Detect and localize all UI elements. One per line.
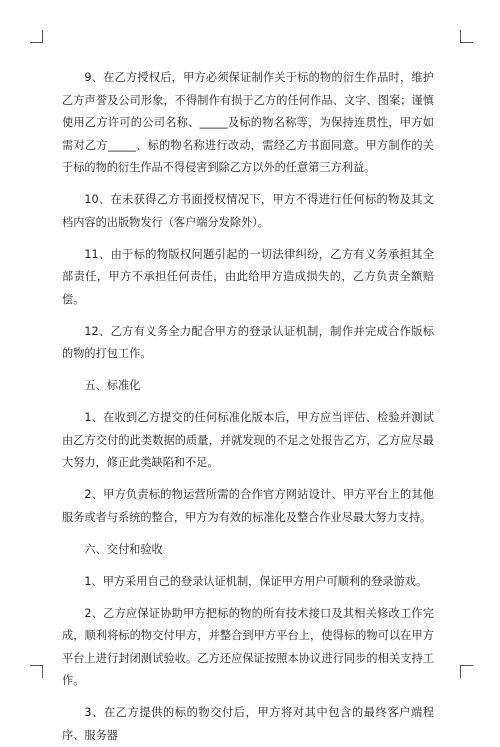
- clause-10: 10、在未获得乙方书面授权情况下，甲方不得进行任何标的物及其文档内容的出版物发行（客户端分发除外）。: [62, 193, 434, 229]
- section-heading-standardization: 五、标准化: [84, 379, 141, 392]
- standardization-clause-2: 2、甲方负责标的物运营所需的合作官方网站设计、甲方平台上的其他服务或者与系统的整合，甲方为有效的标准化及整合作业尽最大努力支持。: [62, 488, 434, 524]
- document-body: [62, 67, 434, 747]
- delivery-clause-3: 3、在乙方提供的标的物交付后，甲方将对其中包含的最终客户端程序、服务器: [62, 706, 434, 742]
- clause-12: 12、乙方有义务全力配合甲方的登录认证机制，制作并完成合作版标的物的打包工作。: [62, 324, 434, 360]
- section-heading-delivery: 六、交付和验收: [84, 542, 163, 556]
- crop-mark-top-right: [460, 30, 473, 43]
- clause-9: 9、在乙方授权后，甲方必须保证制作关于标的物的衍生作品时，维护乙方声誉及公司形象，不得制作有损于乙方的任何作品、文字、图案；谨慎使用乙方许可的公司名称、_____及标的物名称等，为保持连贯性，甲方如需对乙方_____、标的物名称进行改动，需经乙方书面同意。甲方制作的关于标的物的衍生作品不得侵害到除乙方以外的任意第三方利益。: [62, 71, 434, 174]
- standardization-clause-1: 1、在收到乙方提交的任何标准化版本后，甲方应当评估、检验并测试由乙方交付的此类数据的质量，并就发现的不足之处报告乙方，乙方应尽最大努力，修正此类缺陷和不足。: [62, 411, 434, 469]
- crop-mark-top-left: [30, 30, 43, 43]
- crop-mark-bottom-right: [460, 665, 473, 678]
- crop-mark-bottom-left: [30, 665, 43, 678]
- delivery-clause-1: 1、甲方采用自己的登录认证机制，保证甲方用户可顺利的登录游戏。: [84, 574, 428, 588]
- delivery-clause-2: 2、乙方应保证协助甲方把标的物的所有技术接口及其相关修改工作完成，顺利将标的物交付甲方，并整合到甲方平台上，使得标的物可以在甲方平台上进行封闭测试验收。乙方还应保证按照本协议进行同步的相关支持工作。: [62, 606, 434, 687]
- clause-11: 11、由于标的物版权问题引起的一切法律纠纷，乙方有义务承担其全部责任，甲方不承担任何责任，由此给甲方造成损失的，乙方负责全额赔偿。: [62, 247, 434, 306]
